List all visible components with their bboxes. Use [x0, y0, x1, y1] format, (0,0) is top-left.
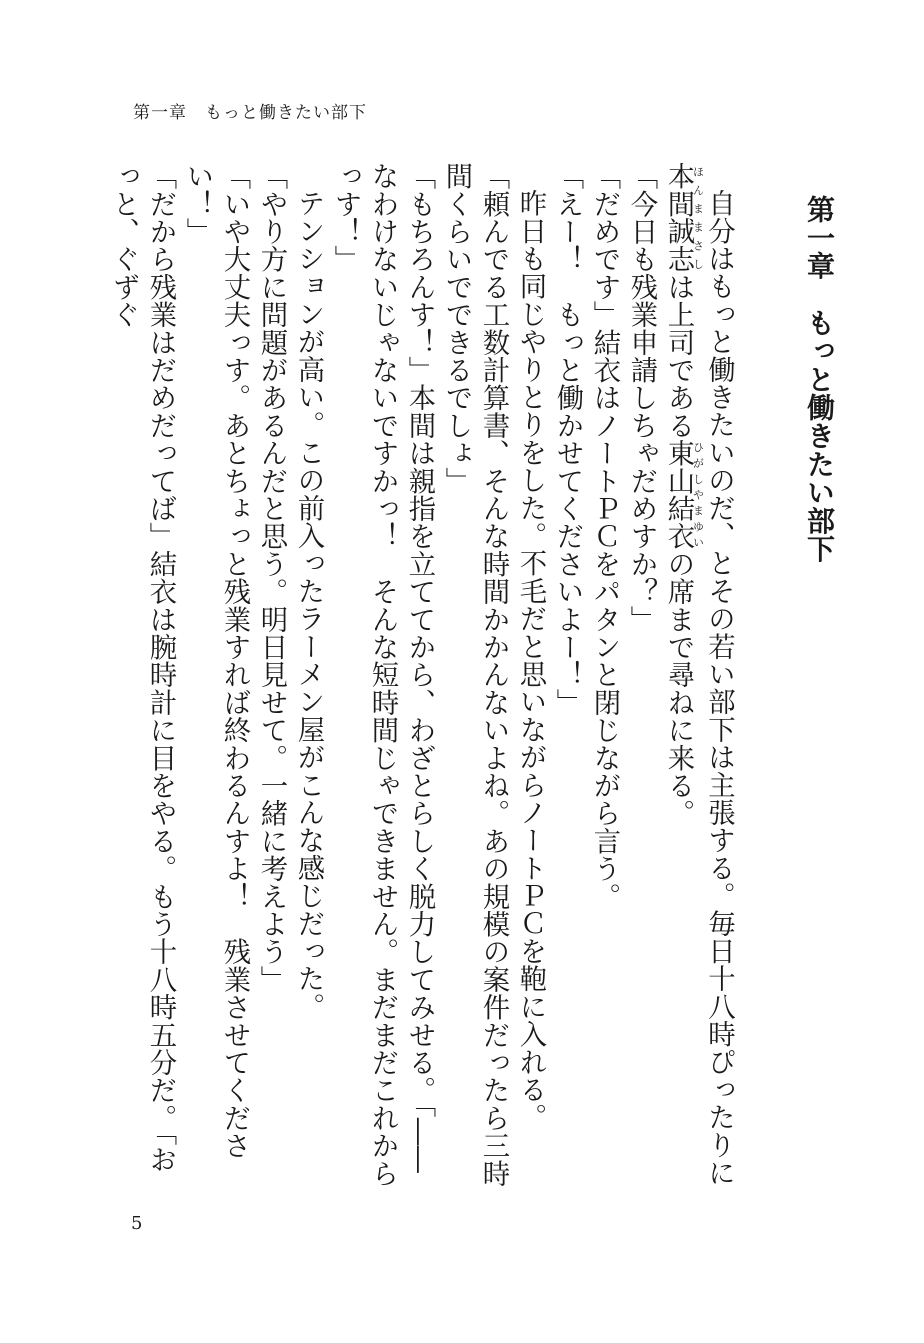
paragraph	[290, 162, 327, 1192]
ruby-base: 東山結衣	[662, 439, 694, 550]
text-run: テンションが高い。この前入ったラーメン屋がこんな感じだった。	[292, 189, 324, 1021]
text-run: 「いや大丈夫っす。あとちょっと残業すれば終わるんすよ！ 残業させてください！」	[181, 162, 250, 1160]
text-run: は上司である	[662, 272, 694, 440]
chapter-title: 第一章 もっと働きたい部下	[803, 195, 836, 563]
text-run: 「今日も残業申請しちゃだめすか？」	[625, 162, 657, 633]
text-run: 「だから残業はだめだってば」結衣は腕時計に目をやる。もう十八時五分だ。「おっと、ぐずぐ	[107, 162, 176, 1174]
ruby-reading: ひがしやまゆい	[691, 439, 705, 550]
text-run: 「頼んでる工数計算書、そんな時間かかんないよね。あの規模の案件だったら三時間くらいでできるでしょ」	[440, 162, 509, 1187]
text-run: 「やり方に問題があるんだと思う。明日見せて。一緒に考えよう」	[255, 162, 287, 993]
ruby-base: 誠志	[662, 217, 694, 273]
vertical-text-block	[105, 162, 839, 1192]
running-header: 第一章 もっと働きたい部下	[133, 103, 367, 123]
paragraph	[549, 162, 586, 1192]
paragraph	[179, 162, 253, 1192]
page-number: 5	[131, 1213, 143, 1234]
ruby-reading: ほんま	[691, 162, 705, 218]
paragraph	[660, 162, 738, 1192]
text-run: 「だめです」結衣はノートＰＣをパタンと閉じながら言う。	[588, 162, 620, 910]
ruby-reading: まさし	[691, 217, 705, 273]
paragraph	[623, 162, 660, 1192]
ruby-annotation	[662, 439, 705, 550]
ruby-annotation	[662, 162, 705, 218]
text-run: 「えー！ もっと働かせてくださいよー！」	[551, 162, 583, 716]
ruby-base: 本間	[662, 162, 694, 218]
paragraph	[438, 162, 512, 1192]
text-run: 自分はもっと働きたいのだ、とその若い部下は主張する。毎日十八時ぴったりに	[703, 189, 734, 1187]
text-run: の席まで尋ねに来る。	[662, 549, 694, 827]
paragraph	[105, 162, 179, 1192]
text-run: 昨日も同じやりとりをした。不毛だと思いながらノートＰＣを鞄に入れる。	[514, 189, 546, 1132]
paragraph	[327, 162, 438, 1192]
paragraph	[512, 162, 549, 1192]
text-run: 「もちろんす！」本間は親指を立ててから、わざとらしく脱力してみせる。「――なわけないじゃないですかっ！ そんな短時間じゃできません。まだまだこれからっす！」	[329, 162, 435, 1187]
ruby-annotation	[662, 217, 705, 273]
paragraph	[586, 162, 623, 1192]
paragraph	[253, 162, 290, 1192]
